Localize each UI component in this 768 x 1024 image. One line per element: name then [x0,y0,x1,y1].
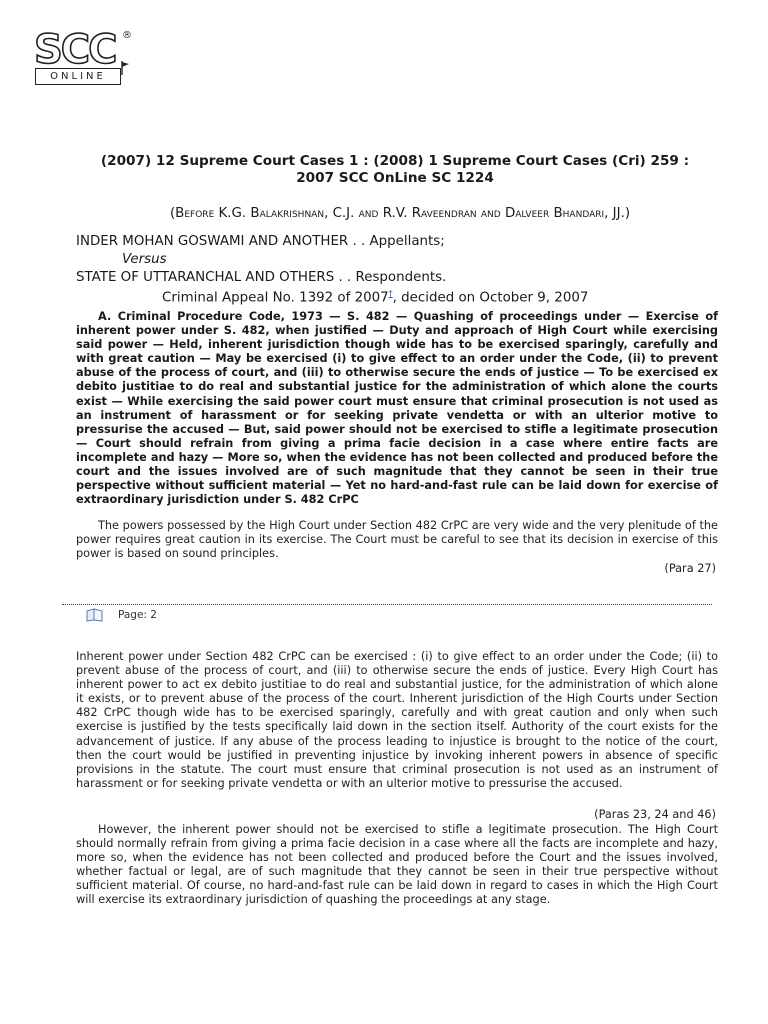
logo-text: SCC [34,27,116,73]
footnote-link[interactable]: † [388,289,393,298]
citation-line-1: (2007) 12 Supreme Court Cases 1 : (2008) 1 Supreme Court Cases (Cri) 259 : [100,153,690,169]
appeal-line [162,289,588,305]
page-icon [86,608,104,622]
bench [100,206,700,221]
paragraph-1: The powers possessed by the High Court under Section 482 CrPC are very wide and the very plenitude of the power requires great caution in its exercise. The Court must be careful to see that its decision in exercise of this power is based on sound principles. [76,519,718,561]
headnote: A. Criminal Procedure Code, 1973 — S. 482 — Quashing of proceedings under — Exercise of inherent power under S. 482, when justified — Duty and approach of High Court while exercising said power — Held, inherent jurisdiction though wide has to be exercised sparingly, carefully and with great caution — May be exercised (i) to give effect to an order under the Code, (ii) to prevent abuse of the process of court, and (iii) to otherwise secure the ends of justice — To be exercised ex debito justitiae to do real and substantial justice for the administration of which alone the courts exist — While exercising the said power court must ensure that criminal prosecution is not used as an instrument of harassment or for seeking private vendetta or with an ulterior motive to pressurise the accused — But, said power should not be exercised to stifle a legitimate prosecution — Court should refrain from giving a prima facie decision in a case where entire facts are incomplete and hazy — More so, when the evidence has not been collected and produced before the court and the issues involved are of such magnitude that they cannot be seen in their true perspective without sufficient material — Yet no hard-and-fast rule can be laid down for exercise of extraordinary jurisdiction under S. 482 CrPC [76,310,718,507]
logo-registered-mark: ® [122,30,132,41]
appeal-number: Criminal Appeal No. 1392 of 2007 [162,290,389,306]
logo-subtext: ONLINE [35,68,121,85]
decision-date: , decided on October 9, 2007 [392,290,589,306]
para-ref-2: (Paras 23, 24 and 46) [594,808,716,821]
page-label: Page: 2 [118,609,157,621]
citation-line-2: 2007 SCC OnLine SC 1224 [296,170,494,186]
page-divider [62,604,712,605]
appellants: INDER MOHAN GOSWAMI AND ANOTHER . . Appellants; [76,234,445,249]
paragraph-2: Inherent power under Section 482 CrPC can be exercised : (i) to give effect to an order under the Code; (ii) to prevent abuse of the process of court, and (iii) to otherwise secure the ends of justice. Every High Court has inherent power to act ex debito justitiae to do real and substantial justice, for the administration of which alone it exists, or to prevent abuse of the process of the court. Inherent jurisdiction of the High Courts under Section 482 CrPC though wide has to be exercised sparingly, carefully and with great caution and only when such exercise is justified by the tests specifically laid down in the section itself. Authority of the court exists for the advancement of justice. If any abuse of the process leading to injustice is brought to the notice of the court, then the court would be justified in preventing injustice by invoking inherent powers in absence of specific provisions in the statute. The court must ensure that criminal prosecution is not used as an instrument of harassment or for seeking private vendetta or with an ulterior motive to pressurise the accused. [76,650,718,790]
logo-flag-icon [120,60,130,76]
versus-label: Versus [122,252,167,267]
paragraph-3: However, the inherent power should not be exercised to stifle a legitimate prosecution. The High Court should normally refrain from giving a prima facie decision in a case where all the facts are incomplete and hazy, more so, when the evidence has not been collected and produced before the Court and the issues involved, whether factual or legal, are of such magnitude that they cannot be seen in their true perspective without sufficient material. Of course, no hard-and-fast rule can be laid down in regard to cases in which the High Court will exercise its extraordinary jurisdiction of quashing the proceedings at any stage. [76,823,718,907]
citation-title [60,153,730,187]
scc-online-logo [34,27,134,90]
bench-text: (Before K.G. Balakrishnan, C.J. and R.V. Raveendran and Dalveer Bhandari, JJ.) [169,206,631,221]
para-ref-1: (Para 27) [664,562,716,575]
respondents: STATE OF UTTARANCHAL AND OTHERS . . Respondents. [76,270,447,285]
